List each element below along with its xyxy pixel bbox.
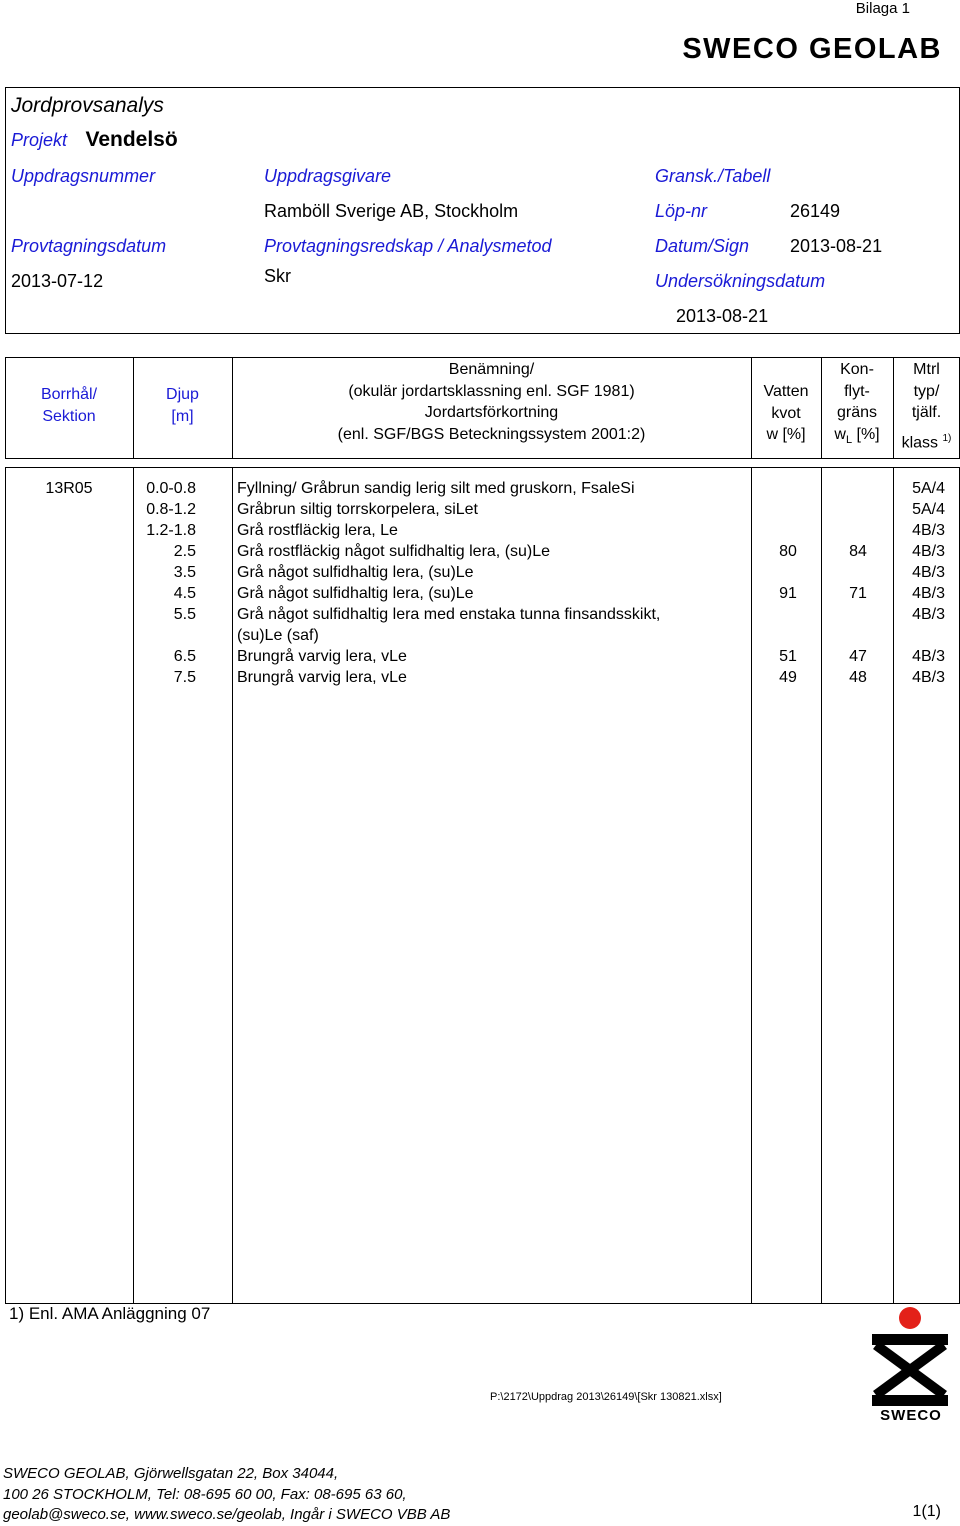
cell-depth: 1.2-1.8 bbox=[146, 522, 196, 539]
cell-material-class: 4B/3 bbox=[912, 522, 945, 539]
header-mtrl-line: Mtrl bbox=[913, 361, 940, 378]
uppdragsgivare-value: Ramböll Sverige AB, Stockholm bbox=[264, 201, 519, 221]
datumsign-label: Datum/Sign bbox=[655, 236, 750, 256]
header-benamning bbox=[232, 359, 751, 445]
page-number: 1(1) bbox=[912, 1503, 941, 1520]
cell-description: Grå något sulfidhaltig lera med enstaka tunna finsandsskikt, bbox=[237, 606, 661, 623]
footer-line: SWECO GEOLAB, Gjörwellsgatan 22, Box 34044, bbox=[3, 1465, 339, 1482]
header-mtrl-sup: 1) bbox=[942, 432, 952, 444]
project-label: Projekt bbox=[11, 130, 68, 150]
header-konflyt-sub: L bbox=[845, 433, 853, 446]
cell-material-class: 4B/3 bbox=[912, 669, 945, 686]
header-vatten bbox=[751, 381, 821, 446]
attachment-label: Bilaga 1 bbox=[855, 0, 910, 17]
header-borrhal-line: Sektion bbox=[42, 407, 96, 425]
uppdragsgivare-label: Uppdragsgivare bbox=[264, 166, 392, 186]
cell-material-class: 4B/3 bbox=[912, 564, 945, 581]
undersokningsdatum-value: 2013-08-21 bbox=[676, 306, 769, 326]
cell-description: (su)Le (saf) bbox=[237, 627, 319, 644]
provtagningsdatum-value: 2013-07-12 bbox=[11, 271, 104, 291]
header-mtrl bbox=[893, 359, 960, 453]
cell-description: Grå rostfläckig lera, Le bbox=[237, 522, 398, 539]
cell-description: Fyllning/ Gråbrun sandig lerig silt med gruskorn, FsaleSi bbox=[237, 480, 635, 497]
sweco-logo-icon bbox=[862, 1302, 958, 1424]
header-vatten-line: Vatten bbox=[763, 383, 809, 400]
table-row bbox=[0, 522, 960, 543]
cell-depth: 7.5 bbox=[173, 669, 196, 686]
cell-material-class: 4B/3 bbox=[912, 543, 945, 560]
datumsign-value: 2013-08-21 bbox=[790, 236, 883, 256]
project-row bbox=[11, 128, 178, 152]
provtagningsdatum-label: Provtagningsdatum bbox=[11, 236, 167, 256]
cell-description: Grå något sulfidhaltig lera, (su)Le bbox=[237, 585, 474, 602]
header-benamning-line: Jordartsförkortning bbox=[424, 404, 559, 421]
header-mtrl-line: typ/ bbox=[913, 382, 940, 400]
undersokningsdatum-label: Undersökningsdatum bbox=[655, 271, 826, 291]
table-row bbox=[0, 585, 960, 606]
header-konflyt-unit: [%] bbox=[852, 425, 880, 443]
cell-depth: 0.0-0.8 bbox=[146, 480, 196, 497]
footnote: 1) Enl. AMA Anläggning 07 bbox=[9, 1304, 211, 1323]
cell-liquid-limit: 47 bbox=[849, 648, 867, 665]
cell-liquid-limit: 48 bbox=[849, 669, 867, 686]
header-djup-line: Djup bbox=[166, 386, 199, 403]
header-mtrl-line bbox=[893, 424, 960, 454]
logo-bar-bottom bbox=[872, 1395, 948, 1406]
table-row bbox=[0, 669, 960, 690]
uppdragsnummer-label: Uppdragsnummer bbox=[11, 166, 156, 186]
cell-description: Gråbrun siltig torrskorpelera, siLet bbox=[237, 501, 478, 518]
cell-depth: 6.5 bbox=[173, 648, 196, 665]
cell-liquid-limit: 84 bbox=[849, 543, 867, 560]
cell-material-class: 4B/3 bbox=[912, 648, 945, 665]
cell-water-content: 80 bbox=[779, 543, 797, 560]
gransk-label: Gransk./Tabell bbox=[655, 166, 771, 186]
header-mtrl-klass: klass bbox=[901, 433, 943, 451]
table-row bbox=[0, 627, 960, 648]
cell-description: Brungrå varvig lera, vLe bbox=[237, 669, 407, 686]
header-konflyt-line bbox=[821, 424, 893, 452]
cell-depth: 5.5 bbox=[173, 606, 196, 623]
table-row bbox=[0, 501, 960, 522]
table-row bbox=[0, 480, 960, 501]
redskap-label: Provtagningsredskap / Analysmetod bbox=[264, 236, 552, 256]
header-vatten-line: w [%] bbox=[766, 426, 806, 443]
header-konflyt-line: flyt- bbox=[844, 382, 870, 400]
header-djup-line: [m] bbox=[171, 407, 194, 425]
logo-bar-top bbox=[872, 1334, 948, 1345]
cell-material-class: 5A/4 bbox=[912, 501, 945, 518]
cell-liquid-limit: 71 bbox=[849, 585, 867, 602]
cell-water-content: 51 bbox=[779, 648, 797, 665]
borehole-id: 13R05 bbox=[45, 480, 93, 497]
table-row bbox=[0, 543, 960, 564]
cell-depth: 3.5 bbox=[173, 564, 196, 581]
cell-description: Grå något sulfidhaltig lera, (su)Le bbox=[237, 564, 474, 581]
cell-material-class: 4B/3 bbox=[912, 606, 945, 623]
cell-description: Brungrå varvig lera, vLe bbox=[237, 648, 407, 665]
header-konflyt-line: gräns bbox=[836, 404, 878, 421]
cell-description: Grå rostfläckig något sulfidhaltig lera, (su)Le bbox=[237, 543, 551, 560]
header-borrhal bbox=[5, 384, 133, 427]
project-value: Vendelsö bbox=[85, 128, 178, 151]
logo-dot bbox=[899, 1307, 921, 1329]
header-konflyt-line: Kon- bbox=[840, 361, 874, 378]
header-benamning-line: (enl. SGF/BGS Beteckningssystem 2001:2) bbox=[337, 425, 646, 443]
table-row bbox=[0, 564, 960, 585]
header-borrhal-line: Borrhål/ bbox=[40, 386, 98, 403]
header-mtrl-line: tjälf. bbox=[911, 404, 942, 421]
table-row bbox=[0, 648, 960, 669]
header-konflyt-w: w bbox=[834, 425, 846, 443]
header-benamning-line: Benämning/ bbox=[448, 361, 535, 378]
sweco-logo-text: SWECO bbox=[880, 1407, 942, 1424]
cell-material-class: 4B/3 bbox=[912, 585, 945, 602]
table-row bbox=[0, 606, 960, 627]
header-djup bbox=[133, 384, 232, 427]
cell-material-class: 5A/4 bbox=[912, 480, 945, 497]
cell-water-content: 49 bbox=[779, 669, 797, 686]
header-konflyt bbox=[821, 359, 893, 451]
cell-water-content: 91 bbox=[779, 585, 797, 602]
header-benamning-line: (okulär jordartsklassning enl. SGF 1981) bbox=[348, 382, 635, 400]
lopnr-label: Löp-nr bbox=[655, 201, 708, 221]
footer-address bbox=[3, 1464, 450, 1526]
cell-depth: 2.5 bbox=[173, 543, 196, 560]
footer-line: 100 26 STOCKHOLM, Tel: 08-695 60 00, Fax: 08-695 63 60, bbox=[3, 1485, 407, 1503]
file-path: P:\2172\Uppdrag 2013\26149\[Skr 130821.xlsx] bbox=[490, 1391, 722, 1403]
cell-depth: 4.5 bbox=[173, 585, 196, 602]
lopnr-value: 26149 bbox=[790, 201, 841, 221]
cell-depth: 0.8-1.2 bbox=[146, 501, 196, 518]
header-vatten-line: kvot bbox=[771, 404, 801, 422]
footer-line: geolab@sweco.se, www.sweco.se/geolab, Ingår i SWECO VBB AB bbox=[3, 1506, 451, 1523]
page-title: Jordprovsanalys bbox=[11, 94, 164, 117]
brand-logo-text: SWECO GEOLAB bbox=[682, 33, 942, 65]
redskap-value: Skr bbox=[264, 266, 291, 286]
